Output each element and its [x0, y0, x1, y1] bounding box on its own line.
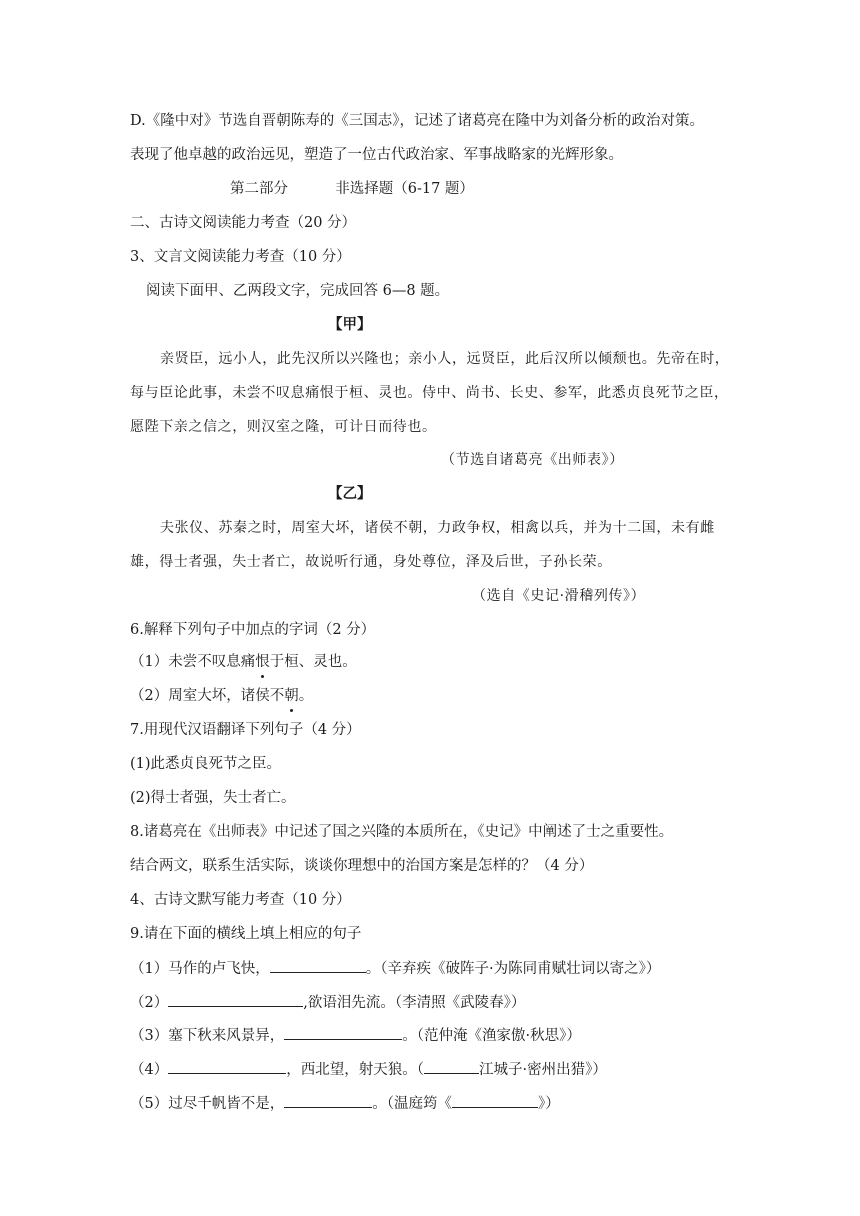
question-8-line-2: 结合两文，联系生活实际，谈谈你理想中的治国方案是怎样的？（4 分）	[130, 858, 594, 874]
passage-yi-source: （选自《史记·滑稽列传》）	[472, 588, 646, 604]
option-d-line-1: D.《隆中对》节选自晋朝陈寿的《三国志》，记述了诸葛亮在隆中为刘备分析的政治对策。	[130, 113, 704, 129]
passage-yi-label: 【乙】	[328, 485, 372, 502]
section-4-heading: 4、古诗文默写能力考查（10 分）	[130, 892, 351, 908]
question-6-item-1	[130, 652, 357, 672]
q6-item-1-text: （1）未尝不叹息痛	[130, 654, 256, 670]
question-7-item-2: (2)得士者强，失士者亡。	[130, 790, 296, 806]
q9-item-5-middle: 。（温庭筠《	[372, 1096, 452, 1112]
dotted-character: 朝	[284, 688, 299, 704]
answer-blank[interactable]	[168, 1059, 286, 1074]
q9-item-2-source: ,欲语泪先流。（李清照《武陵春》）	[303, 995, 526, 1011]
answer-blank[interactable]	[284, 1025, 402, 1040]
question-9-item-3	[130, 1025, 581, 1046]
q6-item-2-tail: 。	[298, 688, 314, 704]
q9-item-4-source: 江城子·密州出猎》）	[478, 1062, 607, 1078]
q6-item-1-tail: 于桓、灵也。	[269, 654, 357, 670]
q9-item-1-text: （1）马作的卢飞快，	[130, 961, 270, 977]
question-7-stem: 7.用现代汉语翻译下列句子（4 分）	[130, 722, 361, 738]
section-3-heading: 3、文言文阅读能力考查（10 分）	[130, 249, 351, 265]
option-d-line-2: 表现了他卓越的政治远见，塑造了一位古代政治家、军事战略家的光辉形象。	[130, 147, 623, 163]
q9-item-3-source: 。（范仲淹《渔家傲·秋思》）	[402, 1028, 581, 1044]
answer-blank[interactable]	[452, 1093, 538, 1108]
reading-instruction: 阅读下面甲、乙两段文字，完成回答 6—8 题。	[146, 283, 450, 299]
question-9-item-5	[130, 1093, 560, 1114]
question-9-stem: 9.请在下面的横线上填上相应的句子	[130, 926, 362, 942]
question-6-stem: 6.解释下列句子中加点的字词（2 分）	[130, 622, 376, 638]
passage-jia-line-3: 愿陛下亲之信之，则汉室之隆，可计日而待也。	[130, 419, 437, 435]
passage-yi-line-1: 夫张仪、苏秦之时，周室大坏，诸侯不朝，力政争权，相禽以兵，并为十二国，未有雌	[160, 520, 715, 536]
q6-item-2-text: （2）周室大坏，诸侯不	[130, 688, 285, 704]
q9-item-5-source: 》）	[537, 1096, 560, 1112]
passage-jia-line-1: 亲贤臣，远小人，此先汉所以兴隆也；亲小人，远贤臣，此后汉所以倾颓也。先帝在时，	[160, 351, 730, 367]
question-6-item-2	[130, 686, 313, 706]
answer-blank[interactable]	[168, 992, 303, 1007]
question-8-line-1: 8.诸葛亮在《出师表》中记述了国之兴隆的本质所在，《史记》中阐述了士之重要性。	[130, 824, 674, 840]
passage-yi-line-2: 雄，得士者强，失士者亡，故说听行通，身处尊位，泽及后世，子孙长荣。	[130, 554, 612, 570]
passage-jia-label: 【甲】	[328, 316, 372, 333]
q9-item-3-text: （3）塞下秋来风景异，	[130, 1028, 285, 1044]
q9-item-4-text: （4）	[130, 1062, 169, 1078]
dotted-character: 恨	[255, 654, 270, 670]
question-9-item-1	[130, 958, 660, 979]
answer-blank[interactable]	[424, 1059, 479, 1074]
q9-item-5-text: （5）过尽千帆皆不是，	[130, 1096, 285, 1112]
part-two-title: 第二部分	[230, 181, 288, 197]
q9-item-1-source: 。（辛弃疾《破阵子·为陈同甫赋壮词以寄之》）	[365, 961, 661, 977]
question-7-item-1: (1)此悉贞良死节之臣。	[130, 756, 282, 772]
question-9-item-2	[130, 992, 525, 1013]
answer-blank[interactable]	[284, 1093, 372, 1108]
q9-item-4-middle: ，西北望，射天狼。（	[286, 1062, 424, 1078]
part-two-heading	[230, 179, 474, 199]
section-2-heading: 二、古诗文阅读能力考查（20 分）	[130, 215, 357, 231]
answer-blank[interactable]	[270, 958, 366, 973]
question-9-item-4	[130, 1059, 607, 1080]
passage-jia-source: （节选自诸葛亮《出师表》）	[441, 452, 624, 468]
part-two-subtitle: 非选择题（6-17 题）	[335, 181, 474, 197]
passage-jia-line-2: 每与臣论此事，未尝不叹息痛恨于桓、灵也。侍中、尚书、长史、参军，此悉贞良死节之臣，	[130, 385, 729, 401]
q9-item-2-text: （2）	[130, 995, 169, 1011]
